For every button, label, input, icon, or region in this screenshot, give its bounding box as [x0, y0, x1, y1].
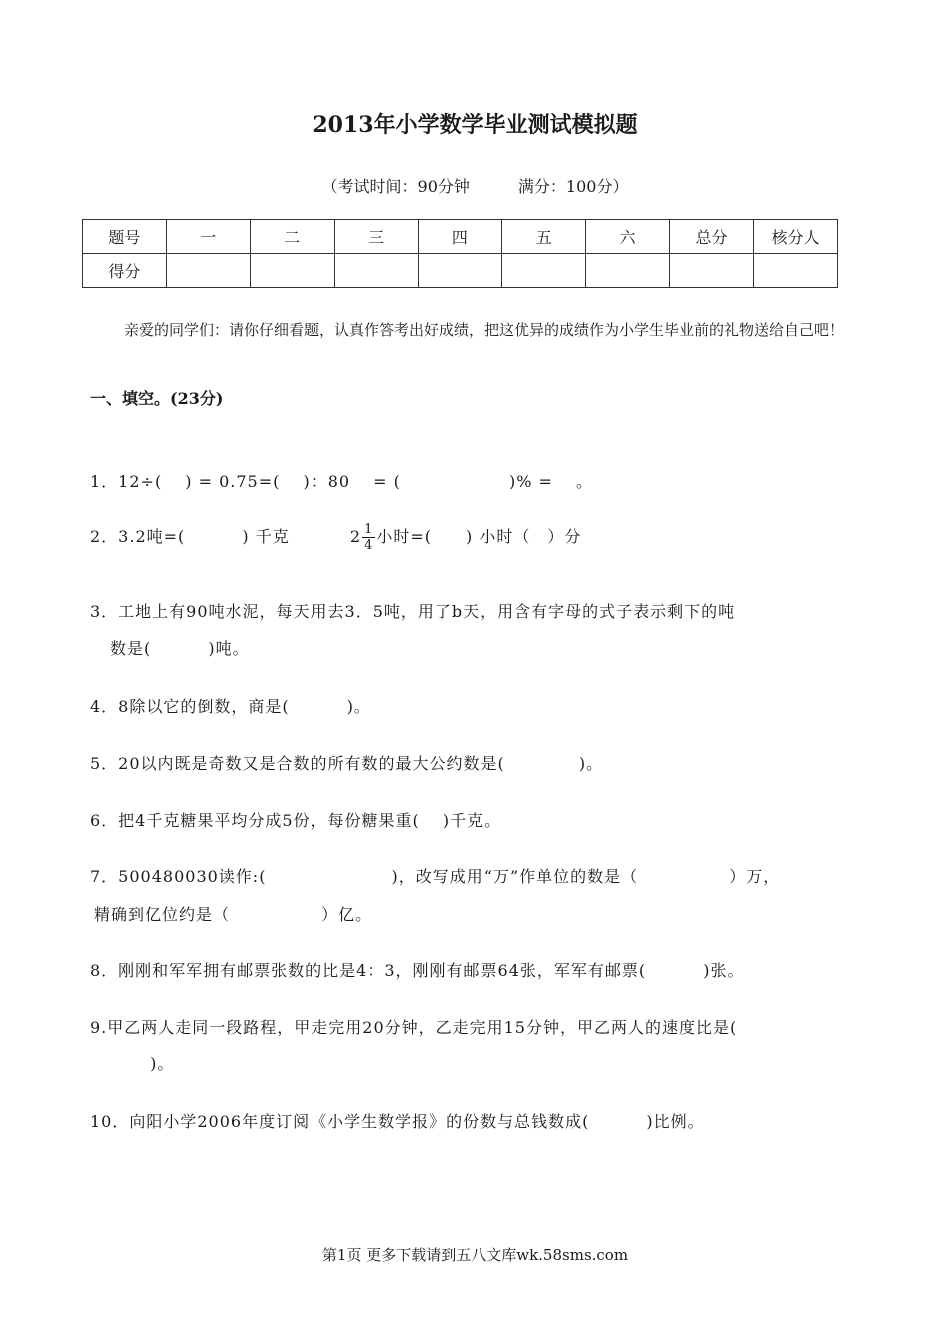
question-2-part-a: 2．3.2吨=( ) 千克	[90, 527, 290, 546]
score-cell	[670, 254, 754, 288]
section-heading: 一、填空。(23分)	[90, 389, 224, 408]
question-10: 10．向阳小学2006年度订阅《小学生数学报》的份数与总钱数成( )比例。	[90, 1112, 705, 1131]
header-cell: 一	[166, 220, 250, 254]
page-footer: 第1页 更多下载请到五八文库wk.58sms.com	[321, 1246, 629, 1264]
question-9-line-2: )。	[110, 1054, 175, 1073]
question-1: 1．12÷( ) = 0.75=( )：80 = ( )% = 。	[90, 472, 593, 491]
question-4: 4．8除以它的倒数，商是( )。	[90, 697, 371, 716]
header-cell: 五	[502, 220, 586, 254]
question-7-line-2: 精确到亿位约是（ ）亿。	[94, 905, 373, 924]
question-8: 8．刚刚和军军拥有邮票张数的比是4：3，刚刚有邮票64张，军军有邮票( )张。	[90, 961, 745, 980]
question-5: 5．20以内既是奇数又是合数的所有数的最大公约数是( )。	[90, 754, 604, 773]
score-table-score-row	[83, 254, 838, 288]
mixed-number-whole: 2	[349, 527, 362, 546]
header-cell: 六	[586, 220, 670, 254]
row-label-cell: 得分	[83, 254, 167, 288]
score-cell	[166, 254, 250, 288]
question-7-line-1: 7．500480030读作:( )，改写成用“万”作单位的数是（ ）万，	[90, 867, 781, 886]
header-cell: 核分人	[754, 220, 838, 254]
question-9-line-1: 9.甲乙两人走同一段路程，甲走完用20分钟，乙走完用15分钟，甲乙两人的速度比是(	[90, 1018, 738, 1037]
score-cell	[334, 254, 418, 288]
exam-time: （考试时间：90分钟	[321, 177, 470, 196]
question-2	[90, 522, 581, 553]
score-cell	[586, 254, 670, 288]
fraction-numerator: 1	[364, 522, 374, 537]
score-cell	[250, 254, 334, 288]
fraction	[362, 522, 375, 553]
page-title: 2013年小学数学毕业测试模拟题	[312, 112, 638, 138]
score-cell	[502, 254, 586, 288]
header-cell: 总分	[670, 220, 754, 254]
header-cell: 三	[334, 220, 418, 254]
intro-paragraph: 亲爱的同学们：请你仔细看题，认真作答考出好成绩，把这优异的成绩作为小学生毕业前的礼物送给自己吧！	[124, 321, 845, 339]
question-3-line-1: 3．工地上有90吨水泥，每天用去3．5吨，用了b天，用含有字母的式子表示剩下的吨	[90, 602, 736, 621]
question-6: 6．把4千克糖果平均分成5份，每份糖果重( )千克。	[90, 811, 502, 830]
exam-full-score: 满分：100分）	[517, 177, 629, 196]
score-cell	[418, 254, 502, 288]
score-table-header-row	[83, 220, 838, 254]
header-cell: 题号	[83, 220, 167, 254]
header-cell: 四	[418, 220, 502, 254]
exam-info	[0, 174, 950, 197]
fraction-denominator: 4	[364, 538, 374, 553]
score-cell	[754, 254, 838, 288]
question-3-line-2: 数是( )吨。	[110, 639, 250, 658]
header-cell: 二	[250, 220, 334, 254]
question-2-part-b: 小时=( ) 小时（ ）分	[376, 527, 582, 546]
score-table	[82, 219, 838, 288]
